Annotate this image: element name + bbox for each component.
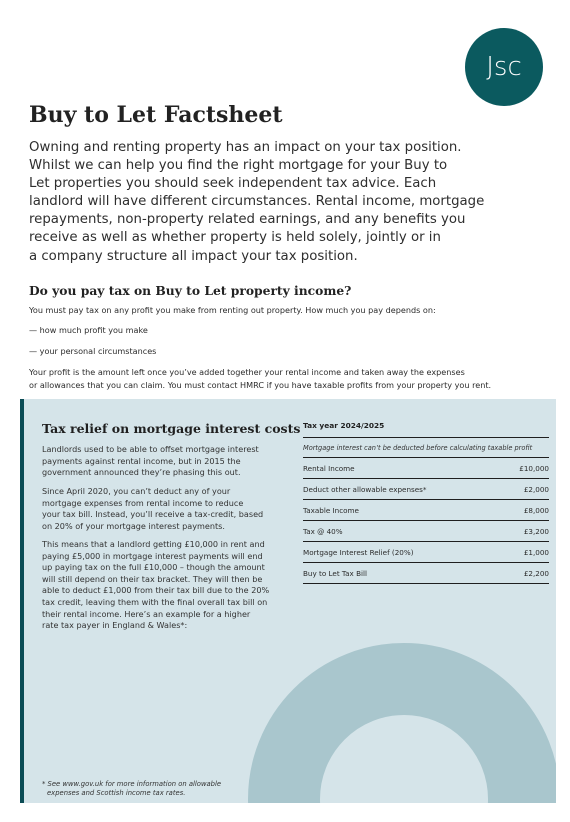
intro-paragraph	[29, 139, 489, 266]
para-line: This means that a landlord getting £10,000 in rent and	[42, 539, 265, 549]
tax-example-table	[303, 421, 549, 584]
profit-line: or allowances that you can claim. You must contact HMRC if you have taxable profits from your property you rent.	[29, 380, 492, 390]
para-line: will still depend on their tax bracket. They will then be	[42, 573, 263, 584]
footnote	[42, 780, 262, 799]
bullet-circumstances: — your personal circumstances	[29, 346, 157, 356]
row-value: £2,200	[523, 569, 549, 578]
table-row	[303, 563, 549, 584]
logo-text: Jsc	[486, 52, 522, 82]
row-label: Mortgage Interest Relief (20%)	[303, 548, 414, 557]
para-line: rate tax payer in England & Wales*:	[42, 620, 188, 631]
intro-line: receive as well as whether property is held solely, jointly or in	[29, 230, 441, 246]
para-line: government announced they’re phasing this out.	[42, 467, 241, 478]
row-label: Deduct other allowable expenses*	[303, 485, 427, 494]
table-row	[303, 542, 549, 563]
table-row	[303, 479, 549, 500]
footnote-line: expenses and Scottish income tax rates.	[47, 789, 186, 798]
footnote-line: * See www.gov.uk for more information on allowable	[42, 780, 222, 788]
para-line: up paying tax on the full £10,000 – though the amount	[42, 562, 265, 573]
tax-question-intro: You must pay tax on any profit you make from renting out property. How much you pay depends on:	[29, 305, 436, 315]
table-heading: Tax year 2024/2025	[303, 421, 549, 438]
para-line: able to deduct £1,000 from their tax bill due to the 20%	[42, 585, 270, 596]
tax-relief-panel	[20, 399, 556, 803]
para-line: tax credit, leaving them with the final overall tax bill on	[42, 596, 268, 607]
table-row	[303, 500, 549, 521]
panel-heading: Tax relief on mortgage interest costs	[42, 421, 301, 436]
page-title: Buy to Let Factsheet	[29, 102, 283, 128]
row-label: Taxable Income	[303, 506, 359, 515]
row-value: £1,000	[523, 548, 549, 557]
row-label: Buy to Let Tax Bill	[303, 569, 367, 578]
bullet-profit: — how much profit you make	[29, 325, 148, 335]
para-line: your tax bill. Instead, you’ll receive a tax-credit, based	[42, 509, 264, 520]
profit-line: Your profit is the amount left once you’ve added together your rental income and taken away the expenses	[29, 367, 465, 377]
para-line: paying £5,000 in mortgage interest payments will end	[42, 550, 263, 561]
row-label: Tax @ 40%	[303, 527, 343, 536]
jsc-logo	[465, 28, 543, 106]
row-value: £10,000	[519, 464, 549, 473]
table-row	[303, 458, 549, 479]
row-value: £8,000	[523, 506, 549, 515]
para-line: their rental income. Here’s an example for a higher	[42, 608, 251, 619]
para-line: Since April 2020, you can’t deduct any of your	[42, 486, 231, 496]
intro-line: Let properties you should seek independent tax advice. Each	[29, 176, 437, 192]
para-line: Landlords used to be able to offset mortgage interest	[42, 444, 259, 454]
intro-line: Whilst we can help you find the right mortgage for your Buy to	[29, 158, 448, 174]
intro-line: Owning and renting property has an impact on your tax position.	[29, 140, 462, 155]
para-line: on 20% of your mortgage interest payments.	[42, 520, 225, 531]
intro-line: a company structure all impact your tax position.	[29, 248, 358, 264]
table-row	[303, 521, 549, 542]
row-value: £2,000	[523, 485, 549, 494]
panel-paragraph-1	[42, 444, 288, 479]
tax-question-heading: Do you pay tax on Buy to Let property income?	[29, 283, 352, 298]
intro-line: repayments, non-property related earnings, and any benefits you	[29, 212, 466, 228]
panel-paragraph-2	[42, 486, 288, 532]
row-label: Rental Income	[303, 464, 355, 473]
row-value: £3,200	[523, 527, 549, 536]
para-line: mortgage expenses from rental income to reduce	[42, 497, 244, 508]
panel-paragraph-3	[42, 539, 288, 632]
decorative-arc	[248, 643, 556, 803]
intro-line: landlord will have different circumstances. Rental income, mortgage	[29, 194, 485, 210]
para-line: payments against rental income, but in 2015 the	[42, 455, 241, 466]
table-note: Mortgage interest can’t be deducted before calculating taxable profit	[303, 438, 549, 458]
